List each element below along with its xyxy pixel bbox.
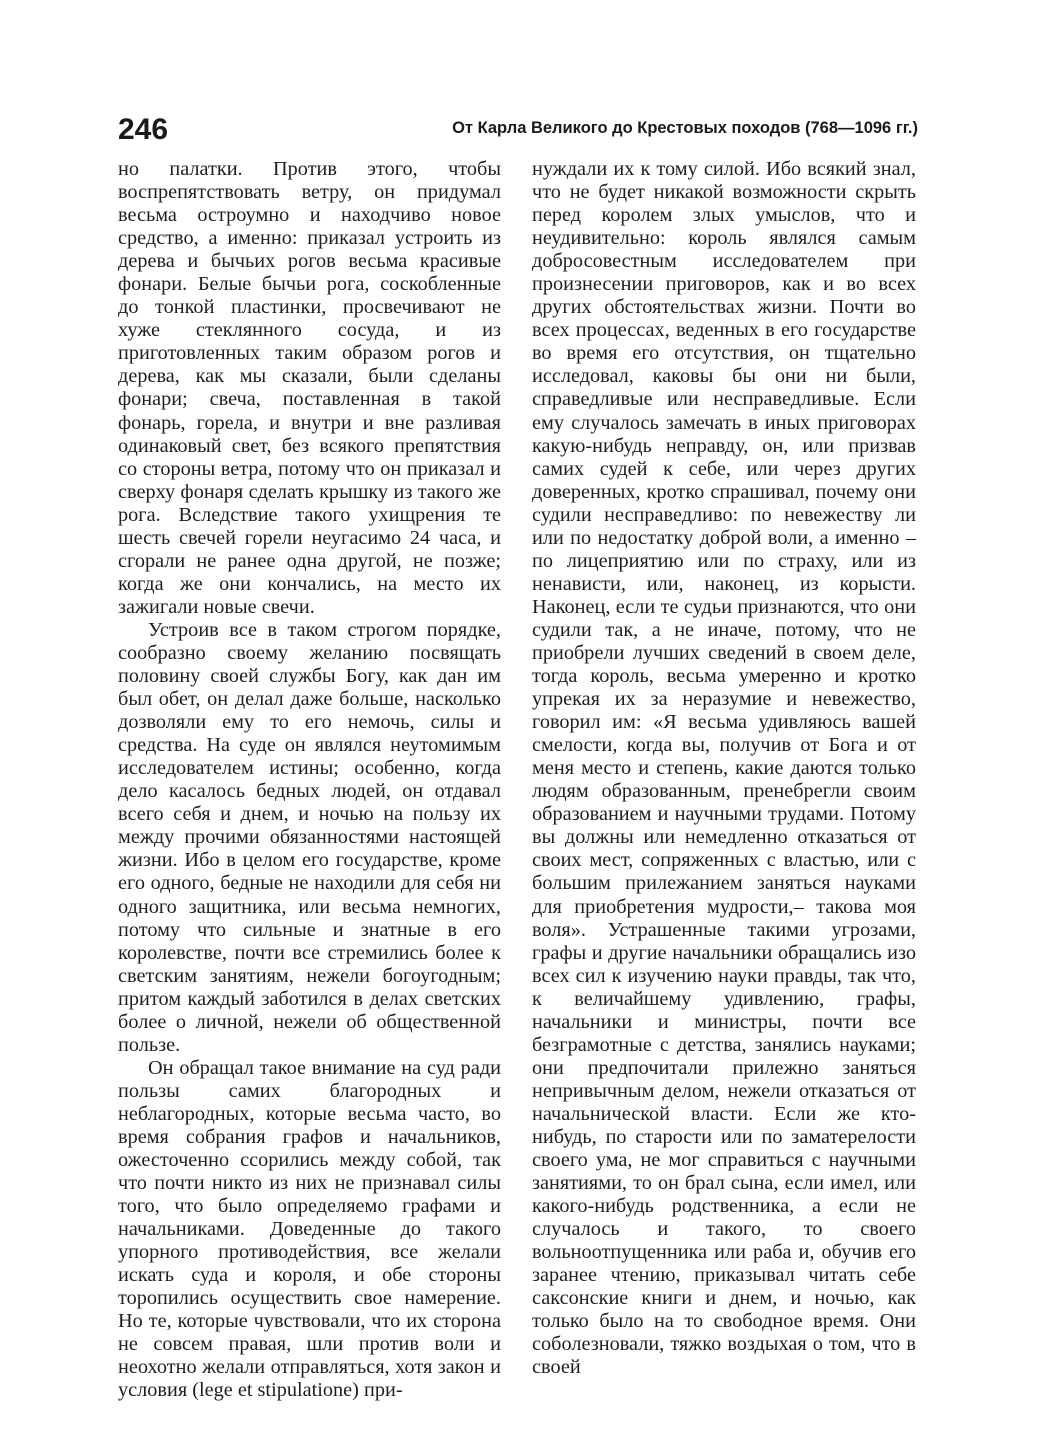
- paragraph: Устроив все в таком строгом порядке, сообразно своему желанию посвящать половину своей службы Богу, как дан им был обет, он делал даже больше, насколько дозволяли ему то его немочь, силы и средства. На суде он являлся неутомимым исследователем истины; особенно, когда дело касалось бедных людей, он отдавал всего себя и днем, и ночью на пользу их между прочими обязанностями настоящей жизни. Ибо в целом его государстве, кроме его одного, бедные не находили для себя ни одного защитника, или весьма немногих, потому что сильные и знатные в его королевстве, почти все стремились более к светским занятиям, нежели богоугодным; притом каждый заботился в делах светских более о личной, нежели об общественной пользе.: [118, 618, 501, 1056]
- running-title: От Карла Великого до Крестовых походов (768—1096 гг.): [452, 119, 918, 137]
- paragraph-continuation: нуждали их к тому силой. Ибо всякий знал, что не будет никакой возможности скрыть перед королем злых умыслов, что и неудивительно: король являлся самым добросовестным исследователем при произнесении приговоров, как и во всех других обстоятельствах жизни. Почти во всех процессах, веденных в его государстве во время его отсутствия, он тщательно исследовал, каковы бы они ни были, справедливые или несправедливые. Если ему случалось замечать в иных приговорах какую-нибудь неправду, он, или призвав самих судей к себе, или через других доверенных, кротко спрашивал, почему они судили несправедливо: по невежеству ли или по недостатку доброй воли, а именно – по лицеприятию или по страху, или из ненависти, или, наконец, из корысти. Наконец, если те судьи признаются, что они судили так, а не иначе, потому, что не приобрели лучших сведений в своем деле, тогда король, весьма умеренно и кротко упрекая их за неразумие и невежество, говорил им: «Я весьма удивляюсь вашей смелости, когда вы, получив от Бога и от меня место и степень, какие даются только людям образованным, пренебрегли своим образованием и научными трудами. Потому вы должны или немедленно отказаться от своих мест, сопряженных с властью, или с большим прилежанием заняться науками для приобретения мудрости,– такова моя воля». Устрашенные такими угрозами, графы и другие начальники обращались изо всех сил к изучению науки правды, так что, к величайшему удивлению, графы, начальники и министры, почти все безграмотные с детства, занялись науками; они предпочитали прилежно заняться непривычным делом, нежели отказаться от начальнической власти. Если же кто-нибудь, по старости или по заматерелости своего ума, не мог справиться с научными занятиями, то он брал сына, если имел, или какого-нибудь родственника, а если не случалось и такого, то своего вольноотпущенника или раба и, обучив его заранее чтению, приказывал читать себе саксонские книги и днем, и ночью, как только было на то свободное время. Они соболезновали, тяжко воздыхая о том, что в своей: [532, 158, 916, 1379]
- paragraph-continuation: но палатки. Против этого, чтобы воспрепятствовать ветру, он придумал весьма остроумно и находчиво новое средство, а именно: приказал устроить из дерева и бычьих рогов весьма красивые фонари. Белые бычьи рога, соскобленные до тонкой пластинки, просвечивают не хуже стеклянного сосуда, и из приготовленных таким образом рогов и дерева, как мы сказали, были сделаны фонари; свеча, поставленная в такой фонарь, горела, и внутри и вне разливая одинаковый свет, без всякого препятствия со стороны ветра, потому что он приказал и сверху фонаря сделать крышку из такого же рога. Вследствие такого ухищрения те шесть свечей горели неугасимо 24 часа, и сгорали не ранее одна другой, не позже; когда же они кончались, на место их зажигали новые свечи.: [118, 158, 501, 618]
- page-number: 246: [118, 113, 169, 146]
- paragraph: Он обращал такое внимание на суд ради пользы самих благородных и неблагородных, которые весьма часто, во время собрания графов и начальников, ожесточенно ссорились между собой, так что почти никто из них не признавал силы того, что было определяемо графами и начальниками. Доведенные до такого упорного противодействия, все желали искать суда и короля, и обе стороны торопились осуществить свое намерение. Но те, которые чувствовали, что их сторона не совсем правая, шли против воли и неохотно желали отправляться, хотя закон и условия (lege et stipulatione) при-: [118, 1056, 501, 1402]
- left-column: [118, 158, 501, 1403]
- running-header: [118, 112, 918, 148]
- right-column: [532, 158, 916, 1379]
